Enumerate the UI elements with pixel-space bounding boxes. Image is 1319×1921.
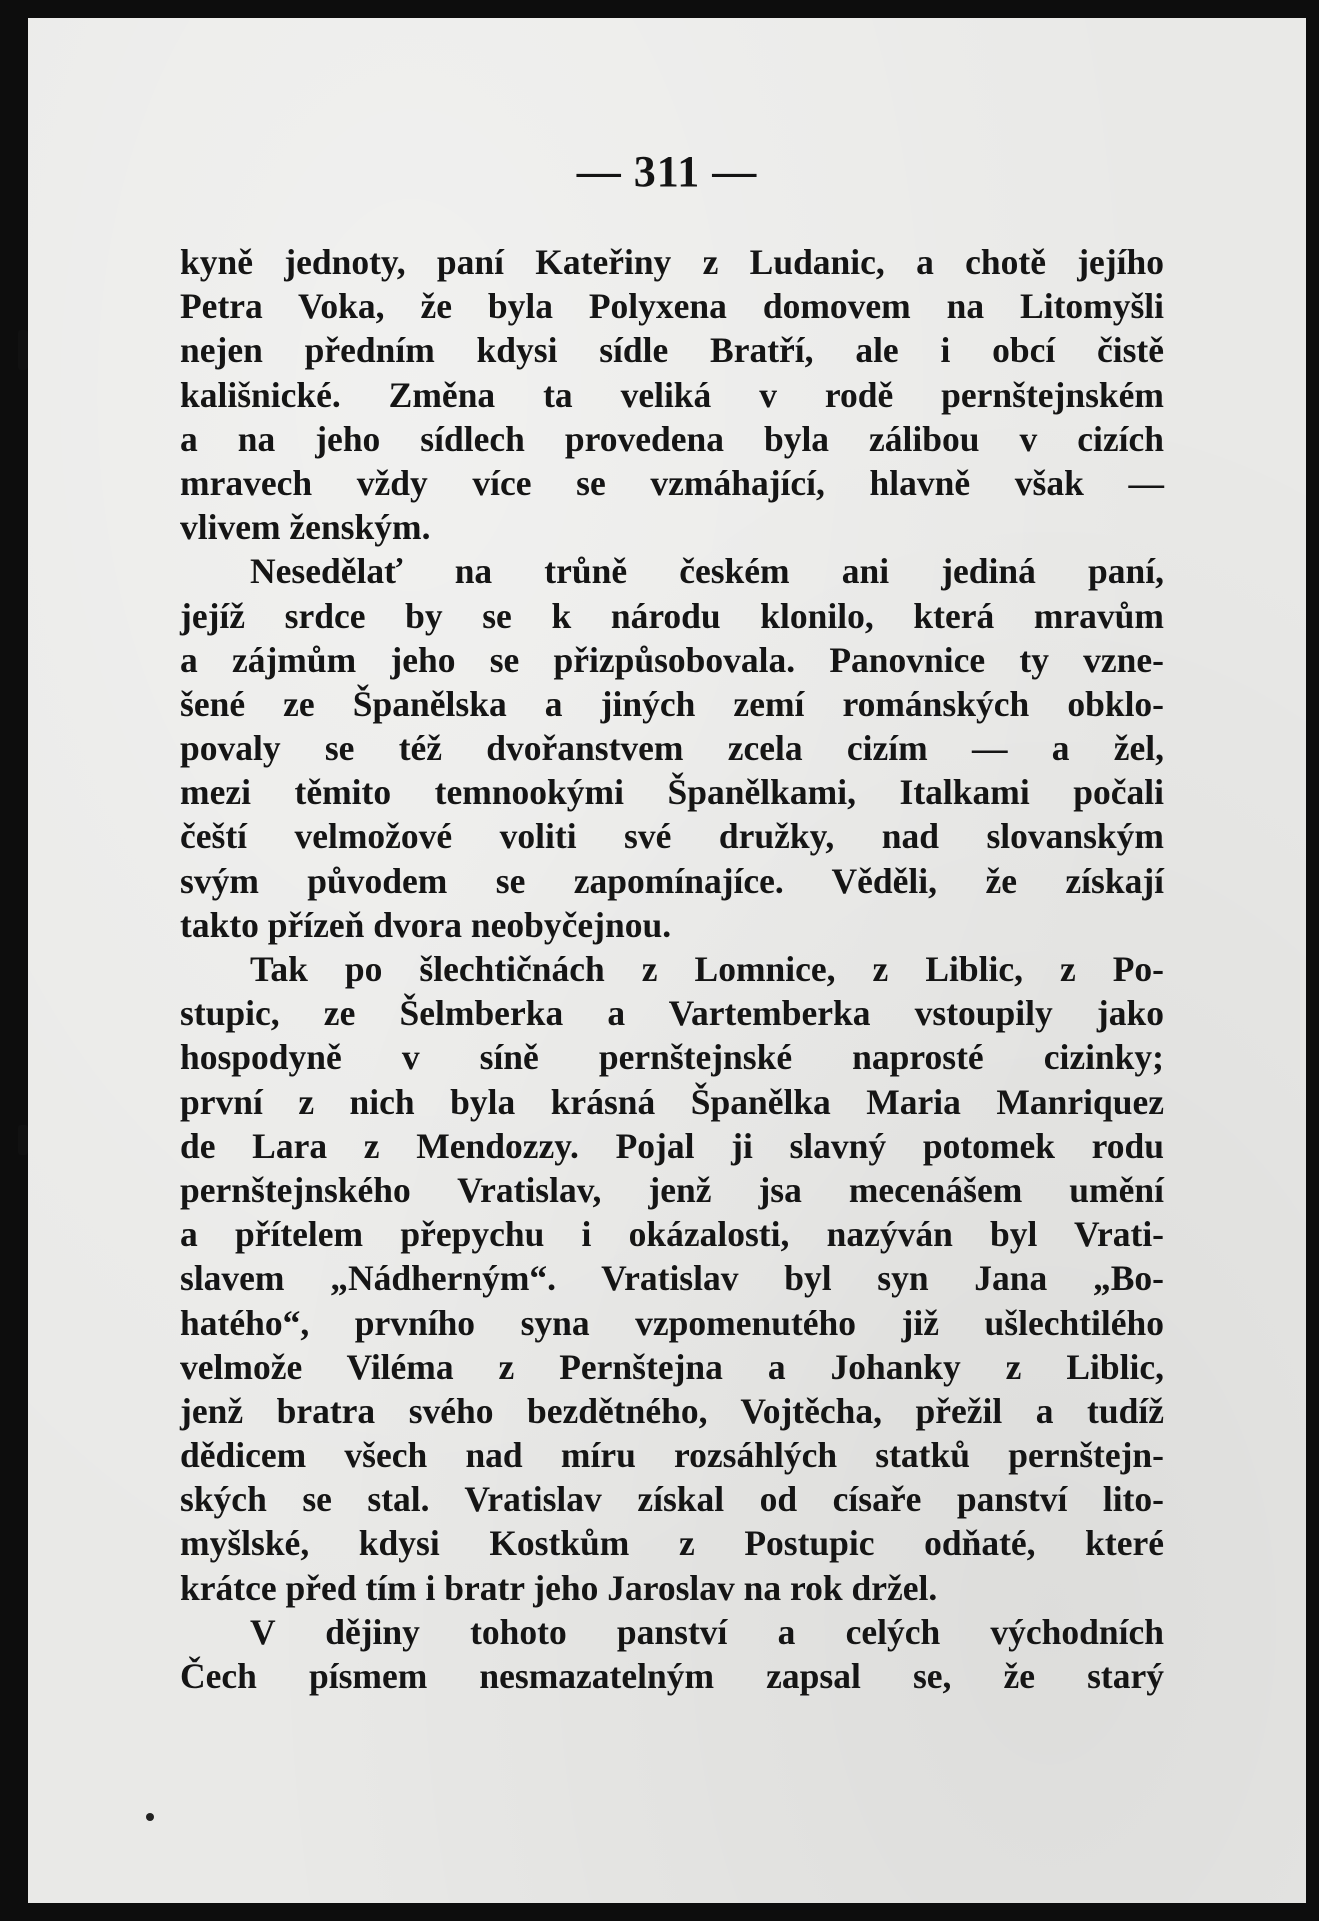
text-line: a přítelem přepychu i okázalosti, nazýván byl Vrati- bbox=[180, 1214, 1164, 1255]
text-line: čeští velmožové voliti své družky, nad slovanským bbox=[180, 816, 1164, 857]
text-line: dědicem všech nad míru rozsáhlých statků pernštejn- bbox=[180, 1435, 1164, 1476]
text-line: jenž bratra svého bezdětného, Vojtěcha, přežil a tudíž bbox=[180, 1390, 1164, 1431]
text-line: Petra Voka, že byla Polyxena domovem na Litomyšli bbox=[180, 286, 1164, 327]
text-line: Tak po šlechtičnách z Lomnice, z Liblic, z Po- bbox=[250, 949, 1164, 989]
text-line: stupic, ze Šelmberka a Vartemberka vstoupily jako bbox=[180, 993, 1164, 1034]
binding-mark bbox=[18, 330, 28, 370]
book-page bbox=[28, 18, 1306, 1903]
text-line: hatého“, prvního syna vzpomenutého již ušlechtilého bbox=[180, 1302, 1164, 1343]
text-line: de Lara z Mendozzy. Pojal ji slavný potomek rodu bbox=[180, 1125, 1164, 1166]
body-text bbox=[180, 240, 1164, 1698]
text-line: Nesedělať na trůně českém ani jediná paní, bbox=[250, 551, 1164, 592]
ink-speck bbox=[146, 1813, 154, 1821]
text-line: svým původem se zapomínajíce. Věděli, že získají bbox=[180, 860, 1164, 901]
text-line: krátce před tím i bratr jeho Jaroslav na rok držel. bbox=[180, 1567, 938, 1608]
text-line: kališnické. Změna ta veliká v rodě pernštejnském bbox=[180, 374, 1164, 415]
text-line: takto přízeň dvora neobyčejnou. bbox=[180, 904, 672, 945]
text-line: velmože Viléma z Pernštejna a Johanky z Liblic, bbox=[180, 1346, 1164, 1387]
text-line: myšlské, kdysi Kostkům z Postupic odňaté, které bbox=[180, 1523, 1164, 1564]
text-line: povaly se též dvořanstvem zcela cizím — a žel, bbox=[180, 728, 1164, 769]
text-line: Čech písmem nesmazatelným zapsal se, že starý bbox=[180, 1656, 1164, 1696]
text-line: kyně jednoty, paní Kateřiny z Ludanic, a chotě jejího bbox=[180, 242, 1164, 282]
text-line: slavem „Nádherným“. Vratislav byl syn Jana „Bo- bbox=[180, 1258, 1164, 1299]
text-line: a na jeho sídlech provedena byla zálibou v cizích bbox=[180, 418, 1164, 459]
text-line: první z nich byla krásná Španělka Maria Manriquez bbox=[180, 1081, 1164, 1122]
text-line: a zájmům jeho se přizpůsobovala. Panovnice ty vzne- bbox=[180, 639, 1164, 680]
text-line: šené ze Španělska a jiných zemí románských obklo- bbox=[180, 683, 1164, 724]
text-line: ských se stal. Vratislav získal od císaře panství lito- bbox=[180, 1479, 1164, 1520]
text-line: vlivem ženským. bbox=[180, 507, 431, 548]
text-line: mravech vždy více se vzmáhající, hlavně však — bbox=[180, 462, 1164, 503]
page-number: — 311 — bbox=[576, 147, 758, 196]
text-line: mezi těmito temnookými Španělkami, Italkami počali bbox=[180, 772, 1164, 813]
text-line: pernštejnského Vratislav, jenž jsa mecenášem umění bbox=[180, 1169, 1164, 1210]
text-line: hospodyně v síně pernštejnské naprosté cizinky; bbox=[180, 1037, 1164, 1078]
text-line: jejíž srdce by se k národu klonilo, která mravům bbox=[180, 595, 1164, 636]
binding-mark bbox=[18, 1125, 28, 1155]
text-line: nejen předním kdysi sídle Bratří, ale i obcí čistě bbox=[180, 330, 1164, 371]
text-line: V dějiny tohoto panství a celých východních bbox=[250, 1611, 1164, 1652]
